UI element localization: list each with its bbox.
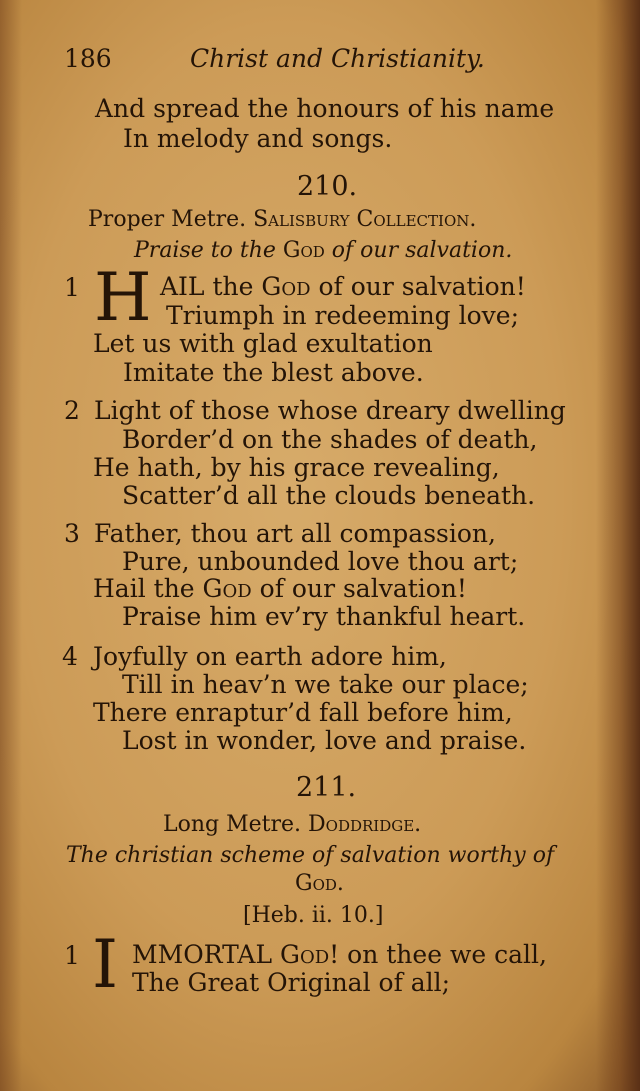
stanza-4-line-4: Lost in wonder, love and praise. [122,726,527,755]
hymn-211-author: Doddridge. [308,812,422,837]
hymn-211-number: 211. [296,772,357,803]
hymn-211-reference: [Heb. ii. 10.] [243,903,384,928]
page-left-edge-shadow [0,0,22,1091]
hymn-210-number: 210. [297,171,358,202]
stanza-3-line-4: Praise him ev’ry thankful heart. [122,602,526,631]
hymn-210-meter: Proper Metre. [88,207,247,232]
hymn-211-stanza-1-number: 1 [64,941,80,970]
stanza-1-line-2: Triumph in redeeming love; [166,301,520,330]
stanza-4-line-3: There enraptur’d fall before him, [93,698,513,727]
running-title: Christ and Christianity. [190,44,485,73]
stanza-2-line-3: He hath, by his grace revealing, [93,453,500,482]
line-text: ! on thee we call, [329,940,547,969]
stanza-2-line-2: Border’d on the shades of death, [122,425,538,454]
stanza-1-drop-cap: H [94,259,152,336]
stanza-4-number: 4 [62,642,78,671]
hymn-211-drop-cap: I [92,926,119,1003]
hymn-210-subtitle [134,238,512,263]
page-number: 186 [64,44,112,73]
hymn-211-meter: Long Metre. [163,812,302,837]
line-text: of our salvation! [310,272,526,301]
stanza-3-number: 3 [64,519,80,548]
hymn-210-subtitle-god: God [282,238,325,263]
line-text: Hail the [93,574,203,603]
hymn-210-source: Salisbury Collection. [253,207,477,232]
stanza-3-line-3 [93,574,467,603]
stanza-4-line-1: Joyfully on earth adore him, [93,642,447,671]
stanza-1-line-4: Imitate the blest above. [123,358,424,387]
stanza-2-number: 2 [64,396,80,425]
stanza-3-line-1: Father, thou art all compassion, [94,519,496,548]
hymn-211-subtitle-line-2: God. [295,871,344,896]
stanza-1-line-3: Let us with glad exultation [93,329,433,358]
hymn-210-subtitle-part1: Praise to the [134,238,276,263]
line-text: AIL the [160,272,262,301]
line-text: of our salvation! [251,574,467,603]
hymn-211-meter-line [163,812,421,837]
god-small-caps: God [202,574,252,603]
stanza-2-line-4: Scatter’d all the clouds beneath. [122,481,536,510]
continuation-line-2: In melody and songs. [123,124,393,153]
hymn-211-subtitle-line-1: The christian scheme of salvation worthy of [66,843,555,868]
continuation-line-1: And spread the honours of his name [95,94,555,123]
page-right-edge-shadow [596,0,640,1091]
stanza-2-line-1: Light of those whose dreary dwelling [94,396,566,425]
line-text: MMORTAL [132,940,280,969]
god-small-caps: God [261,272,311,301]
stanza-1-number: 1 [64,273,80,302]
god-small-caps: God [280,940,330,969]
stanza-3-line-2: Pure, unbounded love thou art; [122,547,519,576]
stanza-4-line-2: Till in heav’n we take our place; [122,670,529,699]
hymn-210-meter-line [88,207,476,232]
hymn-211-line-2: The Great Original of all; [132,968,451,997]
hymn-210-subtitle-part2: of our salvation. [331,238,513,263]
hymn-211-line-1 [132,940,547,969]
stanza-1-line-1 [160,272,526,301]
